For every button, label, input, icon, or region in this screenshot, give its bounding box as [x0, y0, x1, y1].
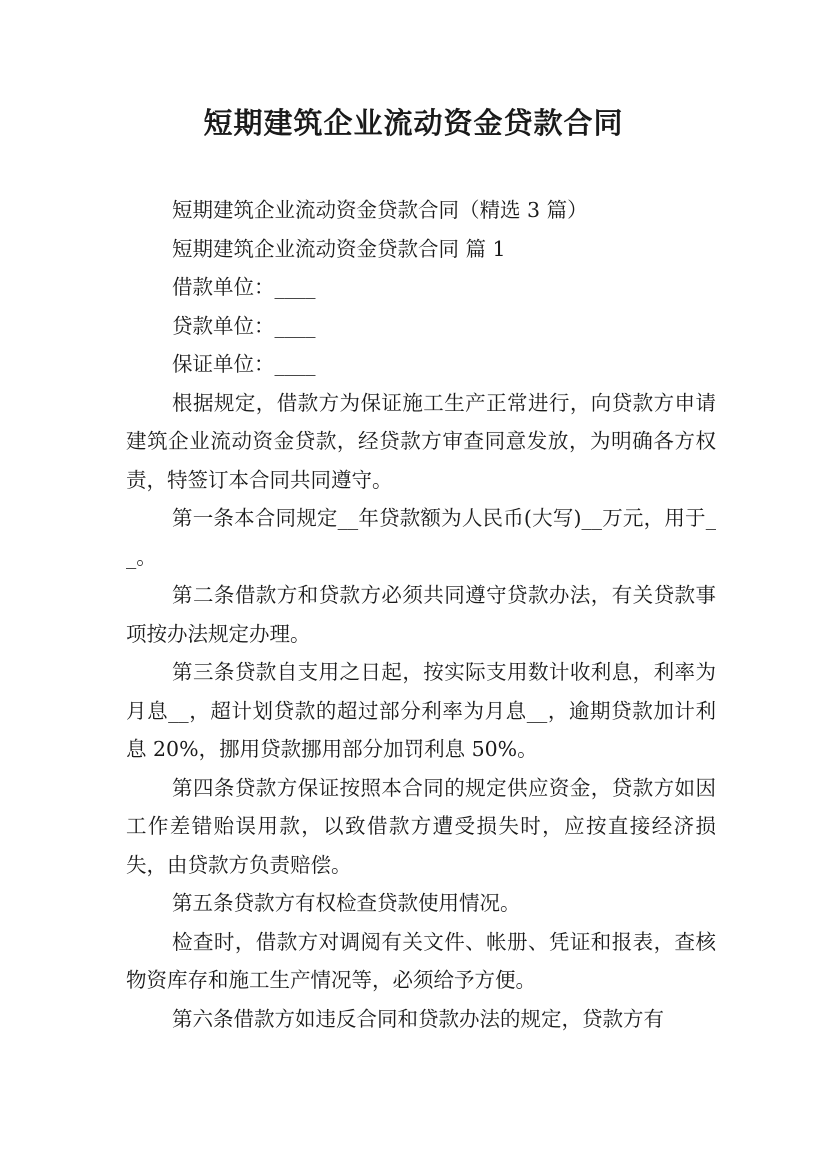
- paragraph-inspection: 检查时，借款方对调阅有关文件、帐册、凭证和报表，查核物资库存和施工生产情况等，必须给予方便。: [126, 929, 716, 992]
- field-lender: 贷款单位：____: [172, 313, 316, 338]
- paragraph-article-4: 第四条贷款方保证按照本合同的规定供应资金，贷款方如因工作差错贻误用款，以致借款方遭受损失时，应按直接经济损失，由贷款方负责赔偿。: [126, 775, 716, 877]
- section-heading: 短期建筑企业流动资金贷款合同 篇 1: [172, 236, 506, 261]
- paragraph-article-1: 第一条本合同规定__年贷款额为人民币(大写)__万元，用于__。: [126, 506, 716, 569]
- paragraph-preamble: 根据规定，借款方为保证施工生产正常进行，向贷款方申请建筑企业流动资金贷款，经贷款方审查同意发放，为明确各方权责，特签订本合同共同遵守。: [126, 390, 716, 492]
- document-body: [126, 191, 716, 1038]
- document-title: 短期建筑企业流动资金贷款合同: [203, 106, 624, 140]
- paragraph-article-2: 第二条借款方和贷款方必须共同遵守贷款办法，有关贷款事项按办法规定办理。: [126, 583, 716, 646]
- document-subtitle: 短期建筑企业流动资金贷款合同（精选 3 篇）: [172, 198, 588, 222]
- field-borrower: 借款单位：____: [172, 275, 316, 299]
- paragraph-article-6: 第六条借款方如违反合同和贷款办法的规定，贷款方有: [172, 1006, 664, 1031]
- field-guarantor: 保证单位：____: [172, 352, 316, 376]
- paragraph-article-3: 第三条贷款自支用之日起，按实际支用数计收利息，利率为月息__，超计划贷款的超过部分利率为月息__，逾期贷款加计利息 20%，挪用贷款挪用部分加罚利息 50%。: [126, 660, 716, 761]
- paragraph-article-5: 第五条贷款方有权检查贷款使用情况。: [172, 891, 521, 915]
